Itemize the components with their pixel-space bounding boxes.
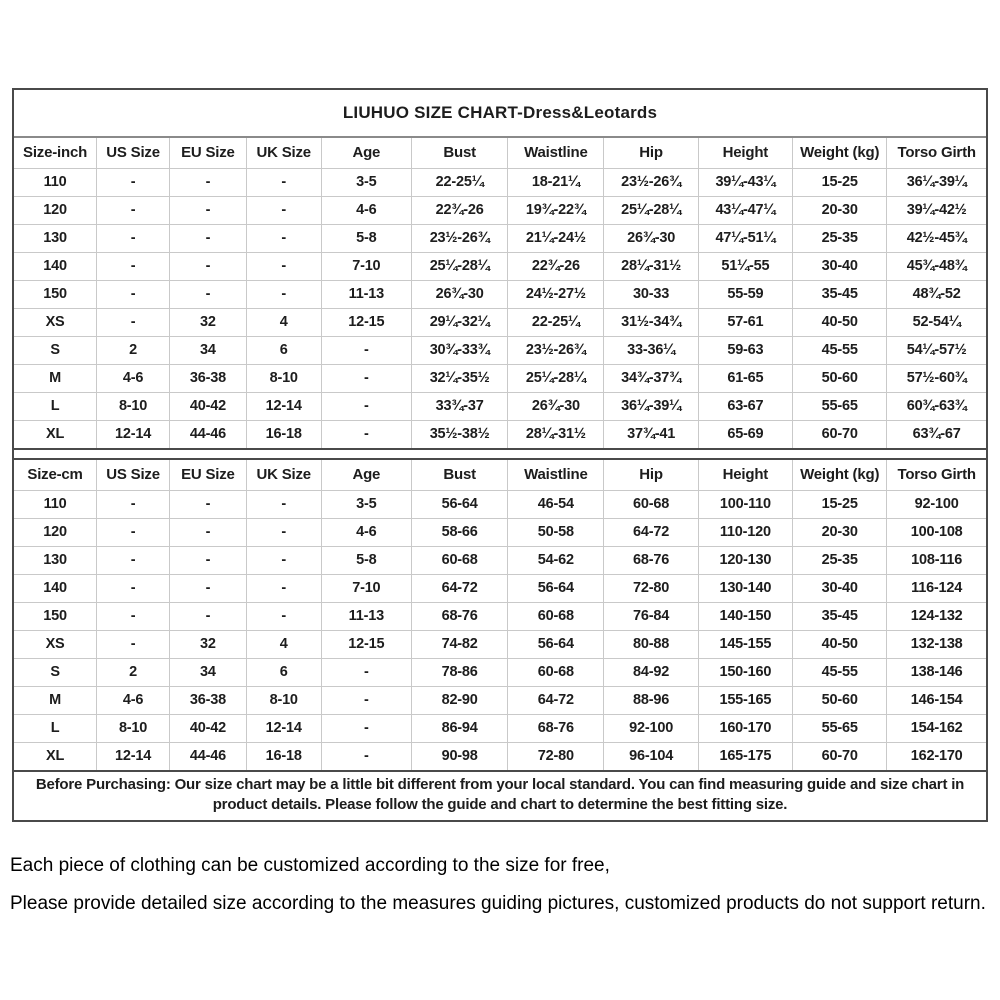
table-cell: 48¾-52 xyxy=(887,280,986,308)
table-cell: - xyxy=(321,364,411,392)
table-cell: 63¾-67 xyxy=(887,420,986,448)
table-cell: 130 xyxy=(14,546,97,574)
table-cell: 60-68 xyxy=(604,490,698,518)
table-row xyxy=(14,392,986,420)
table-cell: 6 xyxy=(246,336,321,364)
table-cell: 54-62 xyxy=(508,546,604,574)
table-cell: - xyxy=(170,280,247,308)
table-cell: 120 xyxy=(14,518,97,546)
column-header: EU Size xyxy=(170,460,247,490)
table-cell: 150-160 xyxy=(698,658,792,686)
table-cell: 138-146 xyxy=(887,658,986,686)
table-cell: 25¼-28¼ xyxy=(604,196,698,224)
column-header: Height xyxy=(698,138,792,168)
table-cell: 43¼-47¼ xyxy=(698,196,792,224)
table-cell: S xyxy=(14,658,97,686)
table-cell: 26¾-30 xyxy=(412,280,508,308)
column-header: Height xyxy=(698,460,792,490)
table-cell: 120 xyxy=(14,196,97,224)
table-cell: 146-154 xyxy=(887,686,986,714)
table-cell: - xyxy=(97,308,170,336)
section-divider xyxy=(14,448,986,460)
table-cell: 72-80 xyxy=(508,742,604,770)
table-cell: 25-35 xyxy=(793,224,887,252)
table-cell: 46-54 xyxy=(508,490,604,518)
table-cell: 22-25¼ xyxy=(412,168,508,196)
table-cell: 64-72 xyxy=(412,574,508,602)
table-cell: - xyxy=(246,602,321,630)
table-cell: - xyxy=(170,224,247,252)
table-cell: 20-30 xyxy=(793,196,887,224)
table-cell: 150 xyxy=(14,280,97,308)
column-header: Hip xyxy=(604,138,698,168)
column-header: Waistline xyxy=(508,138,604,168)
table-cell: - xyxy=(97,280,170,308)
table-cell: - xyxy=(321,686,411,714)
table-cell: 15-25 xyxy=(793,168,887,196)
table-cell: - xyxy=(97,224,170,252)
table-row xyxy=(14,518,986,546)
table-cell: 34 xyxy=(170,336,247,364)
table-cell: - xyxy=(97,574,170,602)
table-cell: 12-15 xyxy=(321,308,411,336)
table-cell: 7-10 xyxy=(321,574,411,602)
table-cell: - xyxy=(97,546,170,574)
table-cell: - xyxy=(321,420,411,448)
table-cell: 25-35 xyxy=(793,546,887,574)
table-cell: 4-6 xyxy=(321,518,411,546)
column-header: Bust xyxy=(412,138,508,168)
table-cell: 82-90 xyxy=(412,686,508,714)
table-cell: 3-5 xyxy=(321,490,411,518)
table-cell: 2 xyxy=(97,336,170,364)
table-row xyxy=(14,308,986,336)
table-cell: 22¾-26 xyxy=(412,196,508,224)
chart-title: LIUHUO SIZE CHART-Dress&Leotards xyxy=(14,90,986,138)
table-cell: 25¼-28¼ xyxy=(412,252,508,280)
table-cell: 100-110 xyxy=(698,490,792,518)
table-cell: 72-80 xyxy=(604,574,698,602)
table-cell: 23½-26¾ xyxy=(508,336,604,364)
table-cell: 162-170 xyxy=(887,742,986,770)
table-cell: 39¼-42½ xyxy=(887,196,986,224)
table-cell: 23½-26¾ xyxy=(604,168,698,196)
table-cell: 30-33 xyxy=(604,280,698,308)
table-cell: 57-61 xyxy=(698,308,792,336)
table-cell: L xyxy=(14,714,97,742)
column-header: Weight (kg) xyxy=(793,138,887,168)
table-cell: - xyxy=(321,392,411,420)
table-cell: - xyxy=(246,196,321,224)
table-cell: 130-140 xyxy=(698,574,792,602)
size-table-cm xyxy=(14,460,986,770)
table-row xyxy=(14,686,986,714)
table-cell: 160-170 xyxy=(698,714,792,742)
table-cell: 61-65 xyxy=(698,364,792,392)
table-cell: 16-18 xyxy=(246,420,321,448)
table-cell: 22-25¼ xyxy=(508,308,604,336)
size-table-inch xyxy=(14,138,986,448)
table-cell: 145-155 xyxy=(698,630,792,658)
table-cell: - xyxy=(170,546,247,574)
header-row xyxy=(14,460,986,490)
table-cell: - xyxy=(170,168,247,196)
table-cell: 30¾-33¾ xyxy=(412,336,508,364)
table-cell: - xyxy=(170,252,247,280)
table-cell: 59-63 xyxy=(698,336,792,364)
table-cell: 76-84 xyxy=(604,602,698,630)
table-cell: - xyxy=(97,490,170,518)
table-cell: 140-150 xyxy=(698,602,792,630)
table-cell: 32 xyxy=(170,630,247,658)
column-header: Bust xyxy=(412,460,508,490)
table-cell: 140 xyxy=(14,252,97,280)
customization-note-line2: Please provide detailed size according to the measures guiding pictures, customized products do not support return. xyxy=(10,893,986,914)
column-header: Torso Girth xyxy=(887,138,986,168)
table-cell: 11-13 xyxy=(321,280,411,308)
table-cell: 4 xyxy=(246,630,321,658)
table-cell: 57½-60¾ xyxy=(887,364,986,392)
table-cell: 29¼-32¼ xyxy=(412,308,508,336)
table-row xyxy=(14,490,986,518)
column-header: Torso Girth xyxy=(887,460,986,490)
table-cell: 50-58 xyxy=(508,518,604,546)
table-cell: 16-18 xyxy=(246,742,321,770)
table-cell: - xyxy=(246,252,321,280)
table-cell: - xyxy=(246,168,321,196)
column-header: Hip xyxy=(604,460,698,490)
table-cell: 35-45 xyxy=(793,280,887,308)
table-row xyxy=(14,224,986,252)
table-cell: 86-94 xyxy=(412,714,508,742)
table-cell: 60-68 xyxy=(508,602,604,630)
table-cell: 28¼-31½ xyxy=(508,420,604,448)
table-cell: - xyxy=(97,630,170,658)
table-cell: 26¾-30 xyxy=(508,392,604,420)
header-row xyxy=(14,138,986,168)
table-cell: 155-165 xyxy=(698,686,792,714)
table-cell: 2 xyxy=(97,658,170,686)
table-cell: 47¼-51¼ xyxy=(698,224,792,252)
table-cell: 8-10 xyxy=(246,686,321,714)
table-cell: 6 xyxy=(246,658,321,686)
table-row xyxy=(14,364,986,392)
table-cell: 44-46 xyxy=(170,420,247,448)
table-cell: 12-14 xyxy=(246,392,321,420)
table-cell: 45-55 xyxy=(793,336,887,364)
table-cell: - xyxy=(97,168,170,196)
table-cell: 40-42 xyxy=(170,392,247,420)
table-cell: S xyxy=(14,336,97,364)
table-cell: 8-10 xyxy=(97,392,170,420)
column-header: UK Size xyxy=(246,460,321,490)
table-cell: 32¼-35½ xyxy=(412,364,508,392)
table-cell: 34¾-37¾ xyxy=(604,364,698,392)
column-header: Weight (kg) xyxy=(793,460,887,490)
table-cell: 7-10 xyxy=(321,252,411,280)
table-cell: XL xyxy=(14,742,97,770)
table-row xyxy=(14,280,986,308)
table-cell: 74-82 xyxy=(412,630,508,658)
table-cell: 40-50 xyxy=(793,308,887,336)
table-cell: M xyxy=(14,364,97,392)
table-cell: XL xyxy=(14,420,97,448)
table-cell: - xyxy=(246,280,321,308)
table-row xyxy=(14,602,986,630)
table-cell: 42½-45¾ xyxy=(887,224,986,252)
table-cell: 60-68 xyxy=(412,546,508,574)
table-cell: 35-45 xyxy=(793,602,887,630)
table-cell: 80-88 xyxy=(604,630,698,658)
table-cell: - xyxy=(97,602,170,630)
table-cell: 25¼-28¼ xyxy=(508,364,604,392)
table-cell: 34 xyxy=(170,658,247,686)
table-cell: 36-38 xyxy=(170,686,247,714)
table-cell: 68-76 xyxy=(604,546,698,574)
table-cell: 92-100 xyxy=(887,490,986,518)
table-cell: L xyxy=(14,392,97,420)
size-chart-box xyxy=(12,88,988,822)
table-row xyxy=(14,252,986,280)
table-cell: 50-60 xyxy=(793,686,887,714)
table-cell: 45-55 xyxy=(793,658,887,686)
table-cell: 78-86 xyxy=(412,658,508,686)
table-row xyxy=(14,574,986,602)
table-cell: 84-92 xyxy=(604,658,698,686)
table-cell: 60-70 xyxy=(793,742,887,770)
table-cell: - xyxy=(246,224,321,252)
table-cell: 11-13 xyxy=(321,602,411,630)
table-cell: 20-30 xyxy=(793,518,887,546)
table-cell: 3-5 xyxy=(321,168,411,196)
table-cell: 68-76 xyxy=(412,602,508,630)
table-cell: 19¾-22¾ xyxy=(508,196,604,224)
table-cell: 55-59 xyxy=(698,280,792,308)
column-header: EU Size xyxy=(170,138,247,168)
table-cell: 21¼-24½ xyxy=(508,224,604,252)
table-cell: 23½-26¾ xyxy=(412,224,508,252)
column-header: Size-inch xyxy=(14,138,97,168)
table-cell: 8-10 xyxy=(246,364,321,392)
table-cell: 65-69 xyxy=(698,420,792,448)
table-cell: 36-38 xyxy=(170,364,247,392)
table-cell: 88-96 xyxy=(604,686,698,714)
table-cell: - xyxy=(170,518,247,546)
table-cell: 51¼-55 xyxy=(698,252,792,280)
table-cell: 24½-27½ xyxy=(508,280,604,308)
table-cell: XS xyxy=(14,630,97,658)
table-cell: 60¾-63¾ xyxy=(887,392,986,420)
table-cell: 120-130 xyxy=(698,546,792,574)
table-cell: 45¾-48¾ xyxy=(887,252,986,280)
table-cell: 116-124 xyxy=(887,574,986,602)
table-cell: - xyxy=(246,546,321,574)
table-cell: 40-42 xyxy=(170,714,247,742)
table-cell: 154-162 xyxy=(887,714,986,742)
table-cell: 58-66 xyxy=(412,518,508,546)
table-cell: 50-60 xyxy=(793,364,887,392)
table-cell: 68-76 xyxy=(508,714,604,742)
table-row xyxy=(14,658,986,686)
column-header: US Size xyxy=(97,138,170,168)
table-cell: - xyxy=(246,574,321,602)
table-row xyxy=(14,630,986,658)
table-cell: 12-14 xyxy=(246,714,321,742)
table-cell: 36¼-39¼ xyxy=(887,168,986,196)
table-cell: 4 xyxy=(246,308,321,336)
table-cell: 18-21¼ xyxy=(508,168,604,196)
table-cell: 56-64 xyxy=(508,574,604,602)
table-cell: 132-138 xyxy=(887,630,986,658)
table-cell: 4-6 xyxy=(97,686,170,714)
table-cell: 12-14 xyxy=(97,742,170,770)
table-cell: 100-108 xyxy=(887,518,986,546)
table-cell: 110 xyxy=(14,168,97,196)
table-cell: - xyxy=(97,252,170,280)
table-cell: - xyxy=(246,518,321,546)
table-row xyxy=(14,546,986,574)
table-cell: - xyxy=(321,658,411,686)
table-row xyxy=(14,420,986,448)
customization-notes xyxy=(10,855,995,925)
table-cell: 54¼-57½ xyxy=(887,336,986,364)
table-cell: 4-6 xyxy=(97,364,170,392)
table-cell: - xyxy=(321,714,411,742)
table-cell: 130 xyxy=(14,224,97,252)
table-cell: 110 xyxy=(14,490,97,518)
table-cell: 30-40 xyxy=(793,252,887,280)
table-cell: 4-6 xyxy=(321,196,411,224)
table-cell: 15-25 xyxy=(793,490,887,518)
table-cell: 28¼-31½ xyxy=(604,252,698,280)
table-cell: 96-104 xyxy=(604,742,698,770)
table-cell: - xyxy=(97,196,170,224)
column-header: Age xyxy=(321,460,411,490)
table-cell: 37¾-41 xyxy=(604,420,698,448)
table-row xyxy=(14,714,986,742)
table-cell: 165-175 xyxy=(698,742,792,770)
table-cell: 90-98 xyxy=(412,742,508,770)
table-cell: 56-64 xyxy=(412,490,508,518)
table-cell: 55-65 xyxy=(793,392,887,420)
table-cell: - xyxy=(170,602,247,630)
column-header: Waistline xyxy=(508,460,604,490)
table-cell: 150 xyxy=(14,602,97,630)
table-cell: 56-64 xyxy=(508,630,604,658)
table-cell: - xyxy=(321,742,411,770)
column-header: UK Size xyxy=(246,138,321,168)
table-cell: - xyxy=(170,574,247,602)
table-cell: 30-40 xyxy=(793,574,887,602)
table-cell: 140 xyxy=(14,574,97,602)
table-cell: 108-116 xyxy=(887,546,986,574)
table-cell: 31½-34¾ xyxy=(604,308,698,336)
table-cell: 40-50 xyxy=(793,630,887,658)
table-cell: 92-100 xyxy=(604,714,698,742)
table-cell: 64-72 xyxy=(508,686,604,714)
table-row xyxy=(14,168,986,196)
table-cell: 12-15 xyxy=(321,630,411,658)
table-row xyxy=(14,196,986,224)
table-cell: - xyxy=(170,196,247,224)
table-cell: 22¾-26 xyxy=(508,252,604,280)
table-cell: 44-46 xyxy=(170,742,247,770)
table-cell: 39¼-43¼ xyxy=(698,168,792,196)
customization-note-line1: Each piece of clothing can be customized according to the size for free, xyxy=(10,855,610,876)
table-cell: 5-8 xyxy=(321,546,411,574)
table-cell: 33¾-37 xyxy=(412,392,508,420)
table-cell: - xyxy=(97,518,170,546)
table-cell: 110-120 xyxy=(698,518,792,546)
table-cell: XS xyxy=(14,308,97,336)
table-cell: 60-70 xyxy=(793,420,887,448)
table-cell: M xyxy=(14,686,97,714)
table-cell: - xyxy=(246,490,321,518)
table-cell: 124-132 xyxy=(887,602,986,630)
table-cell: 35½-38½ xyxy=(412,420,508,448)
column-header: Age xyxy=(321,138,411,168)
table-cell: - xyxy=(170,490,247,518)
table-cell: 26¾-30 xyxy=(604,224,698,252)
table-cell: 52-54¼ xyxy=(887,308,986,336)
table-cell: - xyxy=(321,336,411,364)
table-cell: 64-72 xyxy=(604,518,698,546)
table-cell: 63-67 xyxy=(698,392,792,420)
table-cell: 60-68 xyxy=(508,658,604,686)
table-cell: 33-36¼ xyxy=(604,336,698,364)
table-cell: 32 xyxy=(170,308,247,336)
table-cell: 8-10 xyxy=(97,714,170,742)
table-row xyxy=(14,336,986,364)
table-cell: 5-8 xyxy=(321,224,411,252)
column-header: Size-cm xyxy=(14,460,97,490)
before-purchasing-note: Before Purchasing: Our size chart may be a little bit different from your local standard. You can find measuring guide and size chart in product details. Please follow the guide and chart to determine the best fitting size. xyxy=(14,770,986,820)
column-header: US Size xyxy=(97,460,170,490)
table-cell: 36¼-39¼ xyxy=(604,392,698,420)
table-cell: 12-14 xyxy=(97,420,170,448)
table-row xyxy=(14,742,986,770)
table-cell: 55-65 xyxy=(793,714,887,742)
